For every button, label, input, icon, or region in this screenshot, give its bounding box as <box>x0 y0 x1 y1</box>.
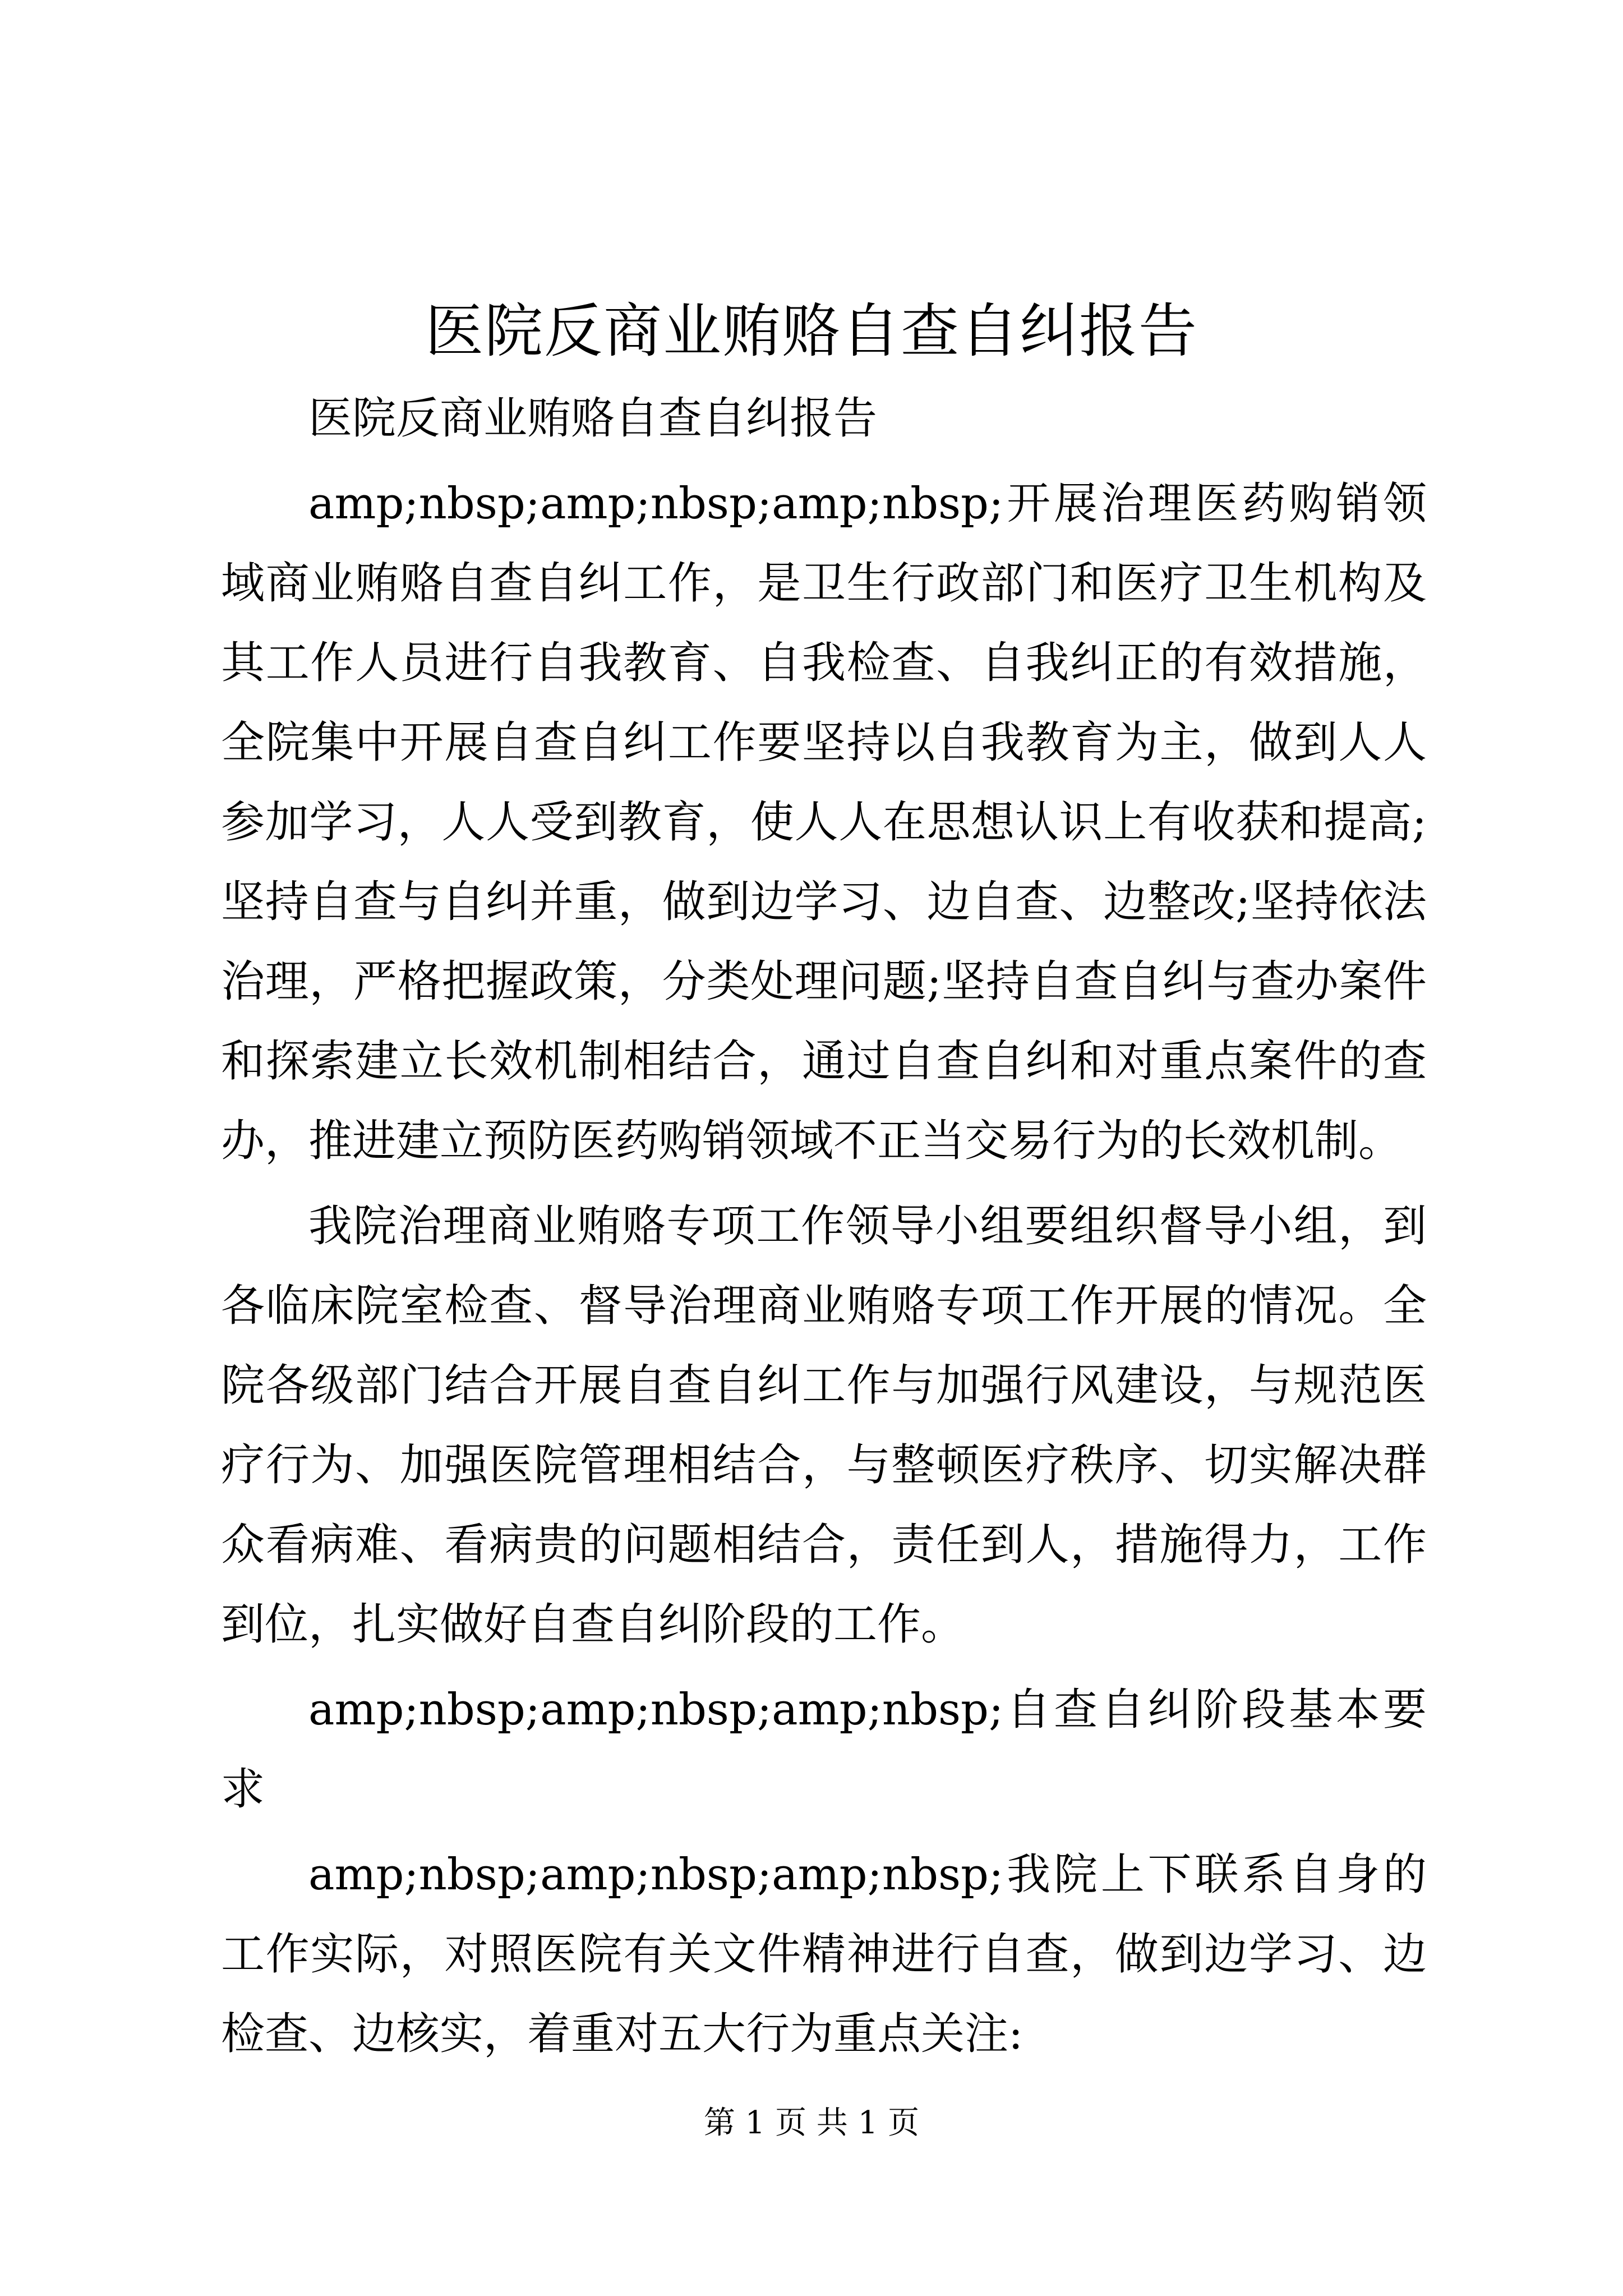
paragraph-supervision: 我院治理商业贿赂专项工作领导小组要组织督导小组，到各临床院室检查、督导治理商业贿赂专项工作开展的情况。全院各级部门结合开展自查自纠工作与加强行风建设，与规范医疗行为、加强医院管理相结合，与整顿医疗秩序、切实解决群众看病难、看病贵的问题相结合，责任到人，措施得力，工作到位，扎实做好自查自纠阶段的工作。 <box>221 1201 1427 1650</box>
document-title: 医院反商业贿赂自查自纠报告 <box>425 297 1198 365</box>
paragraph-subtitle: 医院反商业贿赂自查自纠报告 <box>308 393 878 444</box>
paragraph-requirements-heading: amp;nbsp;amp;nbsp;amp;nbsp;自查自纠阶段基本要求 <box>221 1685 1427 1815</box>
document-body <box>221 379 1427 2074</box>
page-number-footer: 第 1 页 共 1 页 <box>703 2105 920 2141</box>
paragraph-self-check: amp;nbsp;amp;nbsp;amp;nbsp;我院上下联系自身的工作实际，对照医院有关文件精神进行自查，做到边学习、边检查、边核实，着重对五大行为重点关注: <box>221 1849 1427 2059</box>
paragraph-intro: amp;nbsp;amp;nbsp;amp;nbsp;开展治理医药购销领域商业贿赂自查自纠工作，是卫生行政部门和医疗卫生机构及其工作人员进行自我教育、自我检查、自我纠正的有效措施，全院集中开展自查自纠工作要坚持以自我教育为主，做到人人参加学习，人人受到教育，使人人在思想认识上有收获和提高;坚持自查与自纠并重，做到边学习、边自查、边整改;坚持依法治理，严格把握政策，分类处理问题;坚持自查自纠与查办案件和探索建立长效机制相结合，通过自查自纠和对重点案件的查办，推进建立预防医药购销领域不正当交易行为的长效机制。 <box>221 478 1427 1166</box>
